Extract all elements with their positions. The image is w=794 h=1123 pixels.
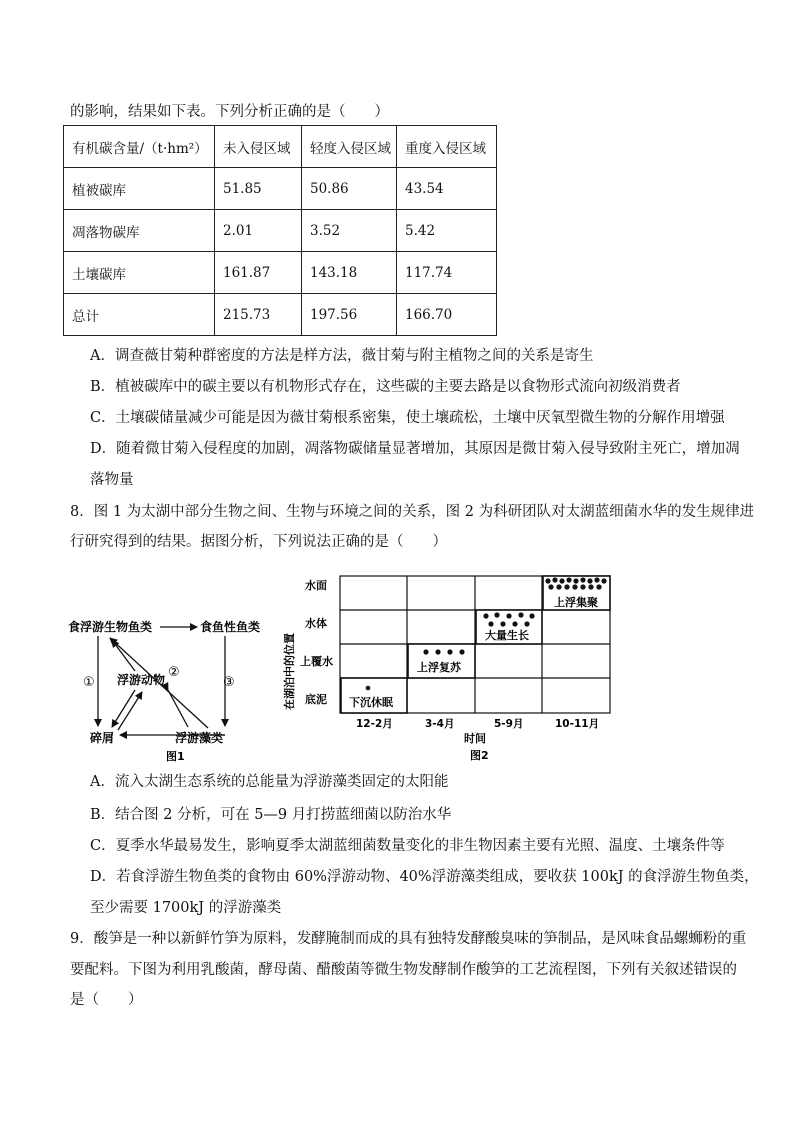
cyano-dot: [423, 649, 428, 654]
table-cell: 2.01: [215, 210, 302, 252]
cyano-dot: [435, 649, 440, 654]
label-1: ①: [83, 675, 95, 690]
table-header: 轻度入侵区域: [302, 126, 397, 168]
q9-stem: 9．酸笋是一种以新鲜竹笋为原料，发酵腌制而成的具有独特发酵酸臭味的笋制品，是风味食品螺蛳粉的重: [70, 931, 747, 947]
table-header-row: [64, 126, 497, 168]
cyano-dot: [594, 577, 599, 582]
col-label: 3-4月: [425, 718, 455, 730]
q7-option-a: A．调查薇甘菊种群密度的方法是样方法，薇甘菊与附主植物之间的关系是寄生: [90, 348, 594, 364]
cyano-dot: [601, 578, 606, 583]
cyano-dot: [447, 649, 452, 654]
cell-label-dormant: 下沉休眠: [349, 696, 393, 709]
q9-stem-end: 是（ ）: [70, 992, 143, 1008]
node-zooplankton: 浮游动物: [117, 673, 166, 687]
node-fish-carnivore: 食鱼性鱼类: [200, 620, 261, 634]
cyano-dot: [564, 584, 569, 589]
cyano-dot: [518, 612, 523, 617]
y-axis-label: 在湖泊中的位置: [283, 633, 296, 710]
node-algae: 浮游藻类: [175, 731, 224, 745]
col-label: 12-2月: [356, 718, 393, 730]
table-cell: 143.18: [302, 252, 397, 294]
q7-intro: 的影响，结果如下表。下列分析正确的是（ ）: [70, 104, 389, 120]
row-label-sediment: 底泥: [305, 693, 327, 706]
q7-option-c: C．土壤碳储量减少可能是因为薇甘菊根系密集，使土壤疏松，土壤中厌氧型微生物的分解作用增强: [90, 410, 725, 426]
q8-option-a: A．流入太湖生态系统的总能量为浮游藻类固定的太阳能: [90, 774, 449, 790]
arrow-algae-to-zooplankton: [168, 690, 188, 727]
table-row: [64, 168, 497, 210]
table-cell: 197.56: [302, 294, 397, 336]
table-cell: 土壤碳库: [64, 252, 215, 294]
node-fish-plankton: 食浮游生物鱼类: [68, 620, 153, 634]
col-label: 5-9月: [494, 718, 524, 730]
cyano-dot: [512, 621, 517, 626]
cyano-dot: [488, 621, 493, 626]
arrow-zooplankton-to-fish: [112, 640, 135, 671]
q8-stem: 8．图 1 为太湖中部分生物之间、生物与环境之间的关系，图 2 为科研团队对太湖蓝细菌水华的发生规律进: [70, 504, 755, 520]
cyano-dot: [580, 584, 585, 589]
table-cell: 117.74: [397, 252, 497, 294]
cyano-dot: [559, 578, 564, 583]
q7-option-d-cont: 落物量: [90, 472, 134, 488]
cyano-dot: [587, 578, 592, 583]
cell-label-growth: 大量生长: [485, 629, 529, 642]
row-label-surface: 水面: [305, 579, 327, 592]
cyano-dot: [529, 613, 534, 618]
label-2: ②: [168, 665, 180, 680]
q8-option-b: B．结合图 2 分析，可在 5—9 月打捞蓝细菌以防治水华: [90, 807, 452, 823]
q8-option-d-cont: 至少需要 1700kJ 的浮游藻类: [90, 900, 282, 916]
table-header: 重度入侵区域: [397, 126, 497, 168]
cyano-dot: [483, 613, 488, 618]
q9-stem-cont: 要配料。下图为利用乳酸菌，酵母菌、醋酸菌等微生物发酵制作酸笋的工艺流程图，下列有关叙述错误的: [70, 962, 737, 978]
table-cell: 3.52: [302, 210, 397, 252]
table-cell: 50.86: [302, 168, 397, 210]
cyano-dot: [366, 686, 371, 691]
figure-1-food-web: [60, 600, 275, 765]
table-cell: 5.42: [397, 210, 497, 252]
cell-label-recovery: 上浮复苏: [417, 661, 461, 674]
q8-stem-cont: 行研究得到的结果。据图分析，下列说法正确的是（ ）: [70, 534, 447, 550]
node-detritus: 碎屑: [90, 731, 115, 745]
cyano-dot: [573, 578, 578, 583]
row-label-overlying: 上覆水: [300, 655, 333, 668]
cyano-dot: [552, 577, 557, 582]
table-cell: 161.87: [215, 252, 302, 294]
table-header: 有机碳含量/（t·hm²）: [64, 126, 215, 168]
cyano-dot: [506, 613, 511, 618]
cyano-dot: [588, 584, 593, 589]
table-header: 未入侵区域: [215, 126, 302, 168]
x-axis-label: 时间: [464, 732, 486, 745]
cyano-dot: [459, 649, 464, 654]
cyano-dot: [556, 584, 561, 589]
table-cell: 总计: [64, 294, 215, 336]
figure-2-caption: 图2: [470, 749, 489, 762]
table-cell: 凋落物碳库: [64, 210, 215, 252]
table-row: [64, 294, 497, 336]
cyano-dot: [596, 584, 601, 589]
table-cell: 植被碳库: [64, 168, 215, 210]
table-cell: 166.70: [397, 294, 497, 336]
q8-option-d: D．若食浮游生物鱼类的食物由 60%浮游动物、40%浮游藻类组成，要收获 100kJ 的食浮游生物鱼类，: [90, 869, 759, 885]
table-cell: 43.54: [397, 168, 497, 210]
q7-option-b: B．植被碳库中的碳主要以有机物形式存在，这些碳的主要去路是以食物形式流向初级消费者: [90, 379, 681, 395]
table-cell: 51.85: [215, 168, 302, 210]
table-row: [64, 252, 497, 294]
cyano-dot: [494, 612, 499, 617]
col-label: 10-11月: [555, 718, 600, 730]
cyano-dot: [566, 577, 571, 582]
cyano-dot: [572, 584, 577, 589]
cyano-dot: [548, 584, 553, 589]
figure-2-bloom-grid: [283, 570, 623, 765]
table-cell: 215.73: [215, 294, 302, 336]
q7-option-d: D．随着微甘菊入侵程度的加剧，凋落物碳储量显著增加，其原因是微甘菊入侵导致附主死亡，增加凋: [90, 441, 740, 457]
figure-1-caption: 图1: [166, 750, 185, 763]
row-label-water: 水体: [305, 617, 327, 630]
label-3: ③: [223, 675, 235, 690]
cyano-dot: [524, 621, 529, 626]
cell-label-aggregation: 上浮集聚: [554, 596, 598, 609]
q8-option-c: C．夏季水华最易发生，影响夏季太湖蓝细菌数量变化的非生物因素主要有光照、温度、土壤条件等: [90, 838, 725, 854]
table-row: [64, 210, 497, 252]
carbon-table: [63, 125, 497, 336]
cyano-dot: [545, 578, 550, 583]
cyano-dot: [580, 577, 585, 582]
cyano-dot: [500, 621, 505, 626]
